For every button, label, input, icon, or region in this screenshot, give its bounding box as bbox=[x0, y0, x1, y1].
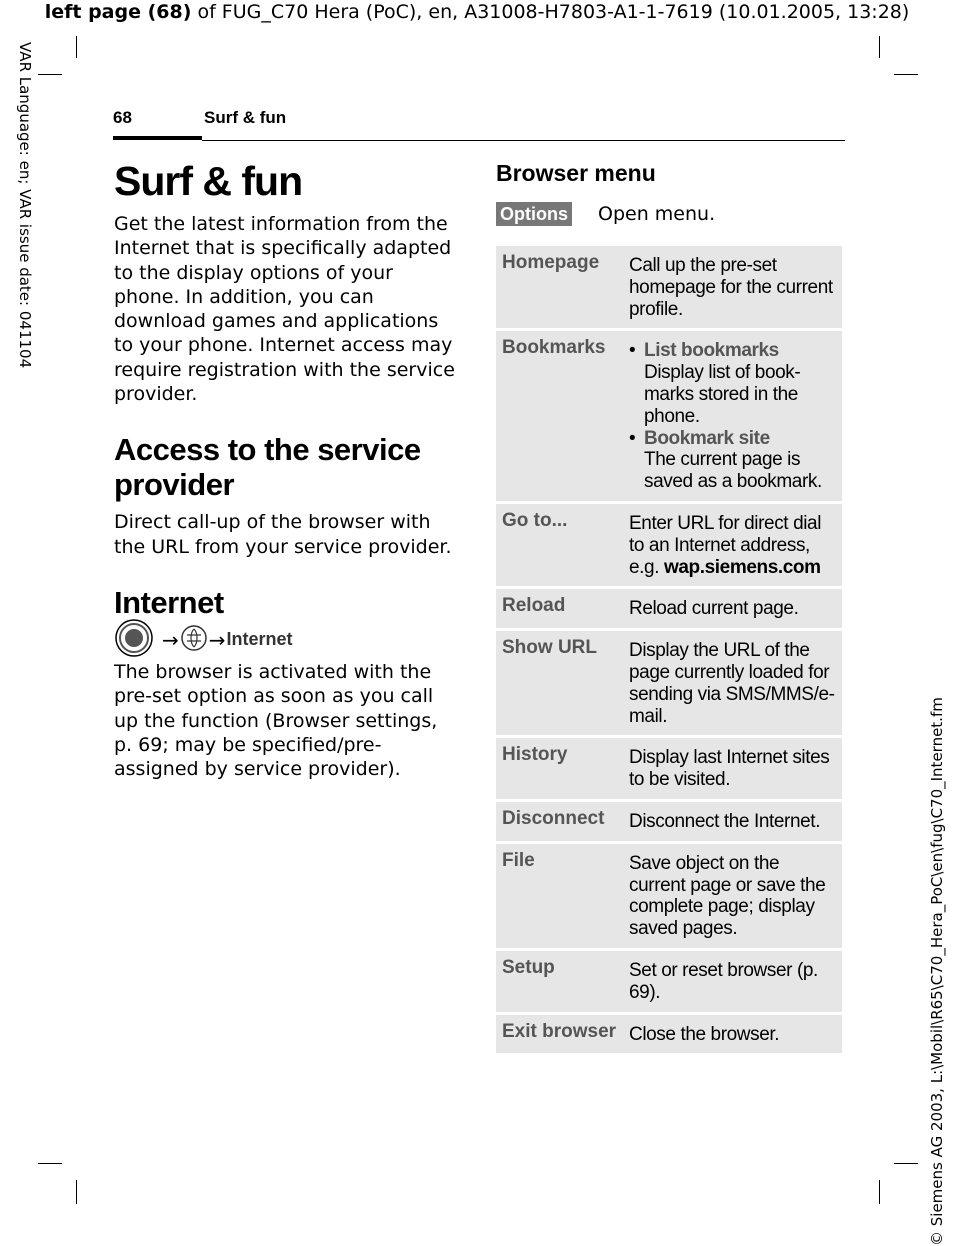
header-rule-thick bbox=[113, 136, 202, 140]
crop-mark bbox=[76, 36, 77, 58]
menu-row bbox=[496, 1015, 842, 1054]
menu-row bbox=[496, 802, 842, 841]
menu-item-name: Reload bbox=[496, 589, 623, 628]
menu-item-description bbox=[623, 504, 842, 586]
submenu-item bbox=[629, 340, 836, 427]
page-title: Surf & fun bbox=[114, 158, 303, 204]
internet-paragraph: The browser is activated with the pre-set option as soon as you call up the function (Browser settings, p. 69; may be specified/pre-assigned by service provider). bbox=[114, 660, 438, 781]
crop-mark bbox=[38, 1163, 62, 1164]
menu-row bbox=[496, 844, 842, 948]
left-column bbox=[114, 156, 459, 781]
submenu-item-title: List bookmarks bbox=[644, 340, 779, 362]
description-text: Enter URL for direct dial to an Internet address, e.g. bbox=[629, 512, 822, 578]
menu-item-description bbox=[623, 331, 842, 501]
menu-row bbox=[496, 246, 842, 328]
menu-item-name: Exit browser bbox=[496, 1015, 623, 1054]
menu-path bbox=[114, 620, 459, 660]
menu-item-description bbox=[623, 589, 842, 628]
menu-row bbox=[496, 738, 842, 799]
crop-mark bbox=[879, 1180, 880, 1204]
submenu-item-title: Bookmark site bbox=[644, 427, 770, 449]
description-text: Reload current page. bbox=[629, 598, 799, 620]
menu-item-description bbox=[623, 1015, 842, 1054]
internet-heading: Internet bbox=[114, 584, 224, 620]
print-header bbox=[0, 0, 954, 24]
menu-row bbox=[496, 631, 842, 735]
menu-row bbox=[496, 589, 842, 628]
menu-item-description bbox=[623, 738, 842, 799]
menu-item-description bbox=[623, 844, 842, 948]
menu-row bbox=[496, 504, 842, 586]
description-text: Display the URL of the page currently loaded for sending via SMS/MMS/e-mail. bbox=[629, 640, 835, 727]
menu-item-name: Bookmarks bbox=[496, 331, 623, 501]
options-description: Open menu. bbox=[598, 203, 716, 225]
description-text: Save object on the current page or save the complete page; display saved pages. bbox=[629, 852, 826, 940]
url-example: wap.siemens.com bbox=[663, 556, 821, 578]
menu-item-name: Homepage bbox=[496, 246, 623, 328]
description-text: Set or reset browser (p. 69). bbox=[629, 959, 818, 1003]
description-text: Close the browser. bbox=[629, 1023, 780, 1045]
arrow-icon: → bbox=[208, 627, 226, 652]
intro-paragraph: Get the latest information from the Internet that is specifically adapted to the display options of your phone. In addition, you can download games and applications to your phone. Internet access may require registration with the service provider. bbox=[114, 213, 455, 406]
crop-mark bbox=[879, 36, 880, 58]
crop-mark bbox=[76, 1180, 77, 1204]
menu-item-description bbox=[623, 951, 842, 1012]
description-text: Disconnect the Internet. bbox=[629, 810, 821, 832]
globe-icon bbox=[180, 624, 208, 656]
browser-menu-heading: Browser menu bbox=[496, 160, 656, 186]
crop-mark bbox=[894, 74, 918, 75]
print-header-prefix: left page (68) bbox=[44, 1, 192, 23]
options-row bbox=[496, 201, 842, 227]
left-margin-text: VAR Language: en; VAR issue date: 041104 bbox=[16, 42, 34, 369]
right-margin-text: © Siemens AG 2003, L:\Mobil\R65\C70_Hera_PoC\en\fug\C70_Internet.fm bbox=[928, 697, 946, 1246]
menu-item-name: File bbox=[496, 844, 623, 948]
menu-path-label: Internet bbox=[226, 629, 293, 650]
options-softkey: Options bbox=[496, 202, 572, 226]
running-head: Surf & fun bbox=[204, 108, 287, 127]
submenu-item bbox=[629, 428, 836, 493]
menu-item-name: Go to... bbox=[496, 504, 623, 586]
arrow-icon: → bbox=[162, 627, 179, 652]
access-heading: Access to the service provider bbox=[114, 432, 421, 503]
menu-item-description bbox=[623, 246, 842, 328]
menu-item-description bbox=[623, 631, 842, 735]
description-text: Call up the pre-set homepage for the current profile. bbox=[629, 255, 833, 320]
bullet: • bbox=[629, 427, 636, 449]
menu-row bbox=[496, 951, 842, 1012]
crop-mark bbox=[38, 74, 62, 75]
bullet: • bbox=[629, 340, 636, 362]
menu-item-name: Show URL bbox=[496, 631, 623, 735]
access-paragraph: Direct call-up of the browser with the URL from your service provider. bbox=[114, 511, 452, 558]
description-text: Display last Internet sites to be visited. bbox=[629, 747, 830, 791]
menu-row bbox=[496, 331, 842, 501]
browser-menu-table bbox=[496, 243, 842, 1056]
menu-item-name: History bbox=[496, 738, 623, 799]
page-number: 68 bbox=[113, 108, 132, 127]
print-header-rest: of FUG_C70 Hera (PoC), en, A31008-H7803-A1-1-7619 (10.01.2005, 13:28) bbox=[191, 1, 910, 23]
submenu-item-text: Display list of book-marks stored in the phone. bbox=[644, 362, 801, 427]
submenu-item-text: The current page is saved as a bookmark. bbox=[644, 449, 822, 493]
menu-item-name: Setup bbox=[496, 951, 623, 1012]
crop-mark bbox=[894, 1163, 918, 1164]
menu-item-name: Disconnect bbox=[496, 802, 623, 841]
navigation-key-icon bbox=[114, 618, 154, 662]
header-rule bbox=[202, 140, 845, 141]
right-column bbox=[496, 160, 842, 1056]
menu-item-description bbox=[623, 802, 842, 841]
